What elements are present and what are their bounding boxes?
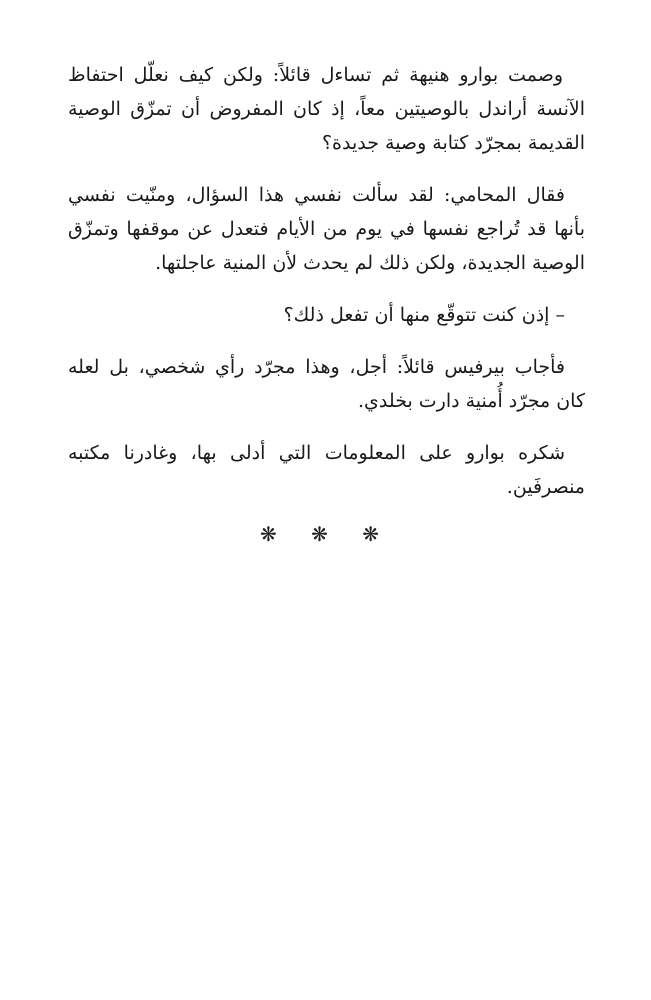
paragraph-1: وصمت بوارو هنيهة ثم تساءل قائلاً: ولكن كيف نعلّل احتفاظ الآنسة أراندل بالوصيتين معاً، إذ كان المفروض أن تمزّق الوصية القديمة بمجرّد كتابة وصية جديدة؟	[68, 64, 585, 154]
paragraph-2: فقال المحامي: لقد سألت نفسي هذا السؤال، ومنّيت نفسي بأنها قد تُراجع نفسها في يوم من الأيام فتعدل عن موقفها وتمزّق الوصية الجديدة، ولكن ذلك لم يحدث لأن المنية عاجلتها.	[68, 184, 585, 274]
paragraph-5: شكره بوارو على المعلومات التي أدلى بها، وغادرنا مكتبه منصرفَين.	[68, 442, 585, 498]
section-separator: ❋ ❋ ❋	[260, 522, 393, 546]
paragraph-4: فأجاب بيرفيس قائلاً: أجل، وهذا مجرّد رأي شخصي، بل لعله كان مجرّد أُمنية دارت بخلدي.	[68, 356, 585, 412]
book-page	[68, 58, 585, 546]
paragraph-3: – إذن كنت تتوقّع منها أن تفعل ذلك؟	[283, 304, 565, 326]
